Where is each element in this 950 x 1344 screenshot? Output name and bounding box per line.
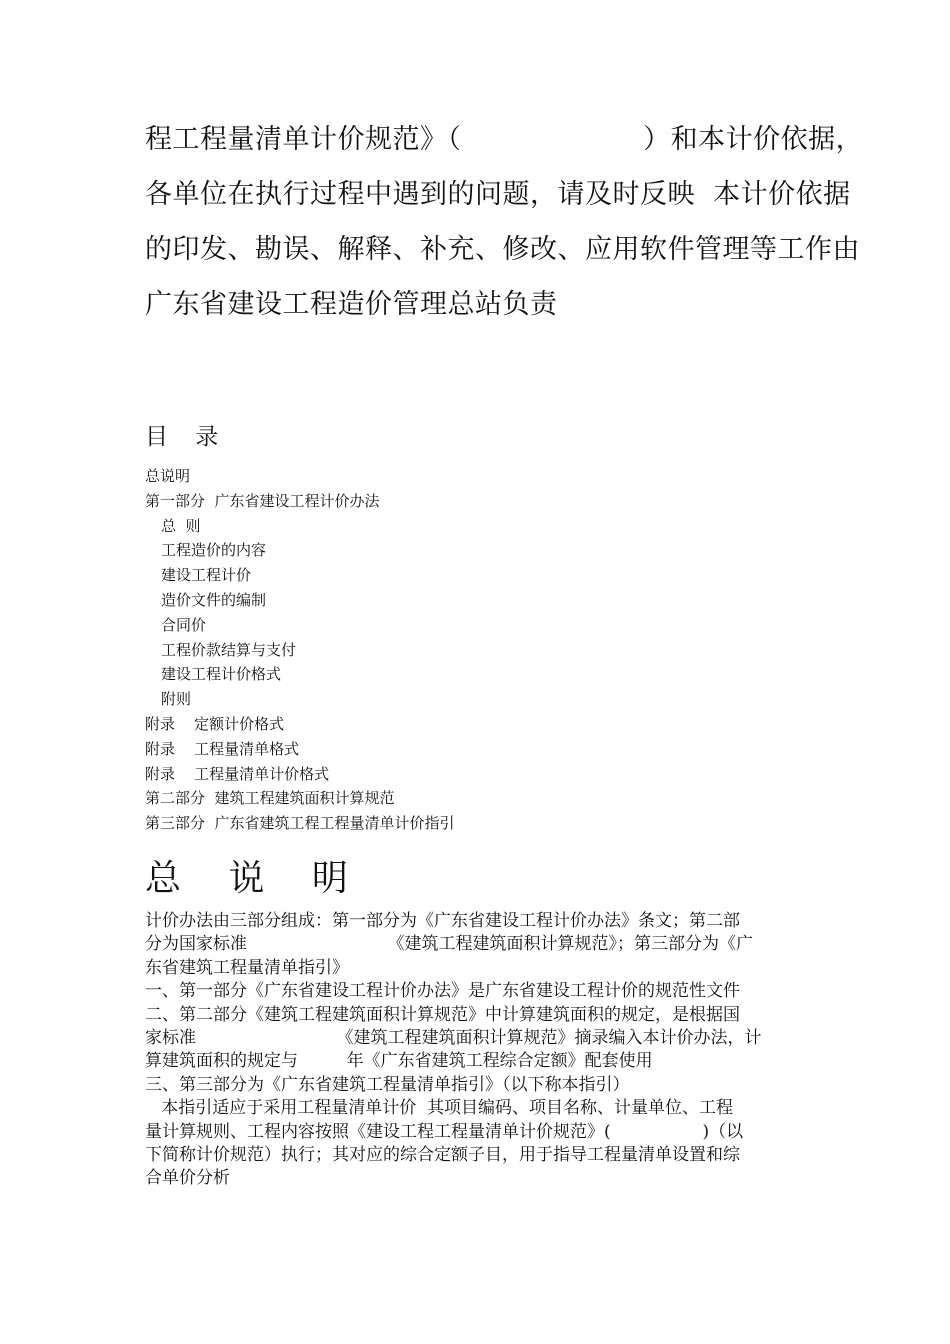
- toc-item: 总说明: [145, 467, 191, 485]
- body-line: 下简称计价规范）执行；其对应的综合定额子目，用于指导工程量清单设置和综: [145, 1145, 740, 1166]
- intro-paragraph: [145, 112, 864, 332]
- toc-title: 目 录: [145, 424, 229, 450]
- toc-item: 总 则: [161, 516, 201, 535]
- toc-item: 第二部分 建筑工程建筑面积计算规范: [145, 789, 395, 808]
- toc-item: 第三部分 广东省建筑工程工程量清单计价指引: [145, 814, 455, 833]
- body-line: 本指引适应于采用工程量清单计价 其项目编码、项目名称、计量单位、工程: [145, 1098, 734, 1119]
- body-line: 分为国家标准 《建筑工程建筑面积计算规范》；第三部分为《广: [145, 934, 753, 955]
- body-line: 二、第二部分《建筑工程建筑面积计算规范》中计算建筑面积的规定，是根据国: [145, 1004, 740, 1025]
- body-text: [145, 910, 810, 1191]
- toc-item: 附录 工程量清单格式: [145, 739, 300, 758]
- toc-item: 附则: [161, 690, 192, 709]
- intro-line: 广东省建设工程造价管理总站负责: [145, 289, 558, 320]
- section-title: 总 说 明: [145, 858, 366, 899]
- toc-item: 第一部分 广东省建设工程计价办法: [145, 491, 380, 510]
- body-line: 三、第三部分为《广东省建筑工程量清单指引》（以下称本指引）: [145, 1074, 630, 1095]
- body-line: 一、第一部分《广东省建设工程计价办法》是广东省建设工程计价的规范性文件: [145, 981, 740, 1002]
- toc-item: 附录 工程量清单计价格式: [145, 764, 330, 783]
- toc-item: 建设工程计价: [161, 566, 252, 585]
- toc-item: 建设工程计价格式: [161, 665, 282, 684]
- intro-line: 各单位在执行过程中遇到的问题，请及时反映 本计价依据: [145, 179, 851, 210]
- body-line: 量计算规则、工程内容按照《建设工程工程量清单计价规范》( )（以: [145, 1121, 744, 1142]
- toc-item: 工程价款结算与支付: [161, 640, 297, 659]
- body-line: 家标准 《建筑工程建筑面积计算规范》摘录编入本计价办法，计: [145, 1028, 762, 1049]
- toc-item: 合同价: [161, 615, 207, 634]
- body-line: 合单价分析: [145, 1168, 230, 1189]
- intro-line: 程工程量清单计价规范》（ ）和本计价依据，: [145, 124, 864, 155]
- body-line: 计价办法由三部分组成：第一部分为《广东省建设工程计价办法》条文；第二部: [145, 911, 740, 931]
- toc-item: 附录 定额计价格式: [145, 714, 285, 733]
- body-line: 算建筑面积的规定与 年《广东省建筑工程综合定额》配套使用: [145, 1051, 653, 1072]
- intro-line: 的印发、勘误、解释、补充、修改、应用软件管理等工作由: [145, 234, 860, 265]
- table-of-contents: [145, 464, 795, 836]
- body-line: 东省建筑工程量清单指引》: [145, 957, 349, 978]
- toc-item: 工程造价的内容: [161, 541, 267, 560]
- toc-item: 造价文件的编制: [161, 590, 267, 609]
